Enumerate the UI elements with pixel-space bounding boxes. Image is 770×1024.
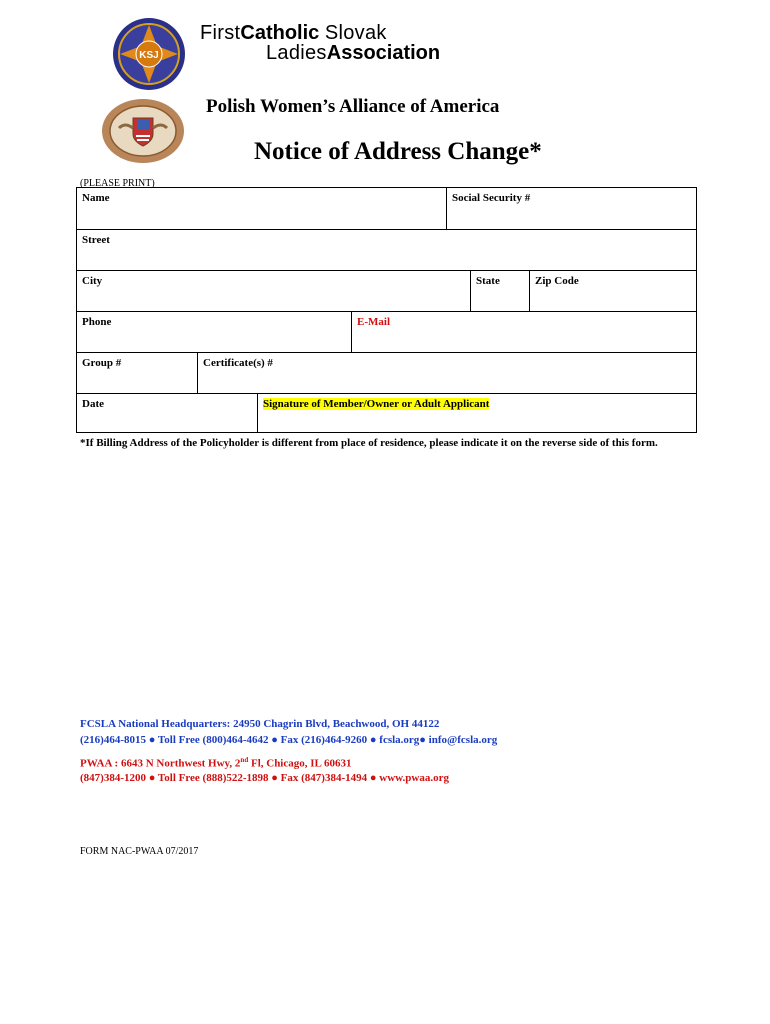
page-title: Notice of Address Change* bbox=[254, 138, 542, 165]
address-change-form bbox=[76, 187, 697, 433]
fcsla-wordmark bbox=[200, 23, 440, 63]
date-field[interactable] bbox=[77, 394, 258, 432]
pwaa-seal-logo bbox=[101, 98, 185, 164]
street-label: Street bbox=[82, 234, 110, 246]
phone-label: Phone bbox=[82, 316, 112, 328]
pwaa-address bbox=[80, 756, 352, 770]
date-label: Date bbox=[82, 398, 104, 410]
ssn-label: Social Security # bbox=[452, 192, 531, 204]
pwaa-address-pre: PWAA : 6643 N Northwest Hwy, 2 bbox=[80, 757, 241, 770]
pwaa-address-post: Fl, Chicago, IL 60631 bbox=[248, 757, 352, 770]
seal-text: KSJ bbox=[139, 50, 159, 61]
pwaa-address-sup: nd bbox=[240, 756, 249, 764]
form-number: FORM NAC-PWAA 07/2017 bbox=[80, 846, 199, 857]
certificate-label: Certificate(s) # bbox=[203, 357, 273, 369]
state-field[interactable] bbox=[471, 271, 530, 312]
city-field[interactable] bbox=[77, 271, 471, 312]
city-label: City bbox=[82, 275, 103, 287]
print-instruction: (PLEASE PRINT) bbox=[80, 178, 155, 189]
group-field[interactable] bbox=[77, 353, 198, 394]
zip-field[interactable] bbox=[530, 271, 696, 312]
email-field[interactable] bbox=[352, 312, 696, 353]
brand-slovak: Slovak bbox=[324, 22, 387, 44]
zip-label: Zip Code bbox=[535, 275, 579, 287]
signature-field[interactable] bbox=[258, 394, 696, 432]
brand-association: Association bbox=[326, 42, 441, 64]
name-field[interactable] bbox=[77, 188, 447, 230]
fcsla-seal-logo bbox=[112, 17, 186, 91]
brand-ladies: Ladies bbox=[266, 42, 327, 64]
name-label: Name bbox=[82, 192, 110, 204]
fcsla-hq-address: FCSLA National Headquarters: 24950 Chagrin Blvd, Beachwood, OH 44122 bbox=[80, 718, 440, 730]
brand-catholic: Catholic bbox=[240, 22, 320, 44]
pwaa-contact-line: (847)384-1200 ● Toll Free (888)522-1898 ● Fax (847)384-1494 ● www.pwaa.org bbox=[80, 772, 449, 784]
ssn-field[interactable] bbox=[447, 188, 696, 230]
group-label: Group # bbox=[82, 357, 122, 369]
certificate-field[interactable] bbox=[198, 353, 696, 394]
brand-first: First bbox=[200, 22, 241, 44]
phone-field[interactable] bbox=[77, 312, 352, 353]
fcsla-contact-line: (216)464-8015 ● Toll Free (800)464-4642 ● Fax (216)464-9260 ● fcsla.org● info@fcsla.org bbox=[80, 734, 498, 746]
pwaa-name: Polish Women’s Alliance of America bbox=[206, 96, 500, 117]
billing-note: *If Billing Address of the Policyholder is different from place of residence, please indicate it on the reverse side of this form. bbox=[80, 437, 658, 449]
signature-label: Signature of Member/Owner or Adult Applicant bbox=[263, 398, 490, 410]
street-field[interactable] bbox=[77, 230, 696, 271]
email-label: E-Mail bbox=[357, 316, 390, 328]
state-label: State bbox=[476, 275, 500, 287]
